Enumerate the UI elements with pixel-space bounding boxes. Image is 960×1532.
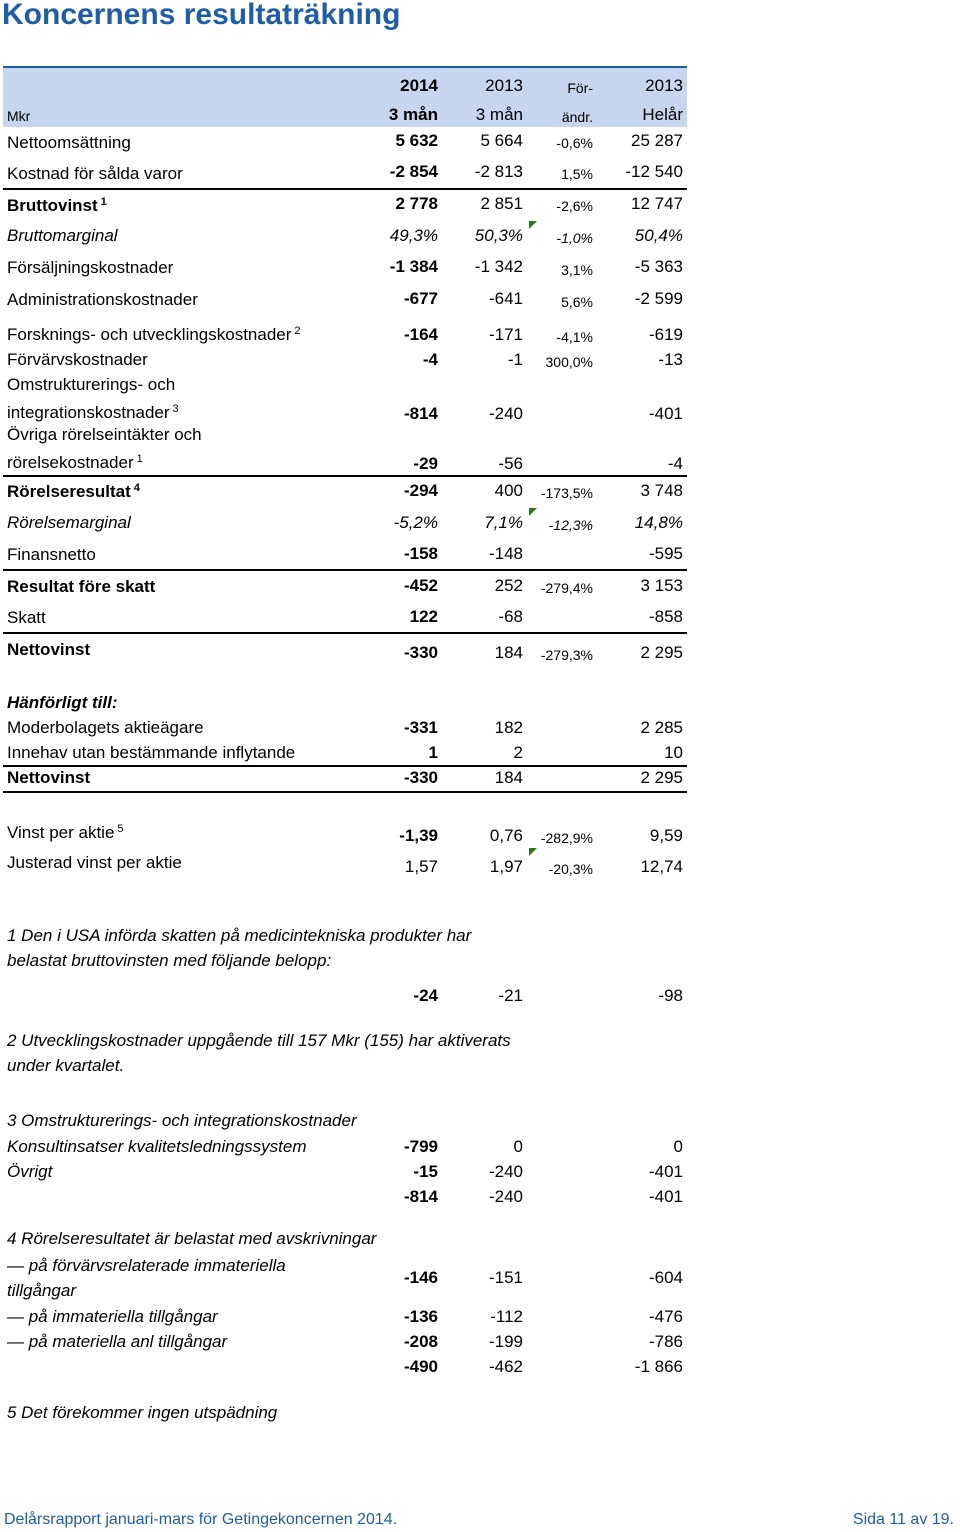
row-value-2013: -240 [488, 404, 523, 423]
row-value-full-year: 3 153 [640, 576, 683, 595]
note-value-2014: -136 [403, 1307, 438, 1326]
header-unit: Mkr [7, 108, 31, 124]
row-label-cont: rörelsekostnader $^1$ [7, 453, 143, 472]
row-value-2013: -1 342 [474, 257, 523, 276]
row-value-full-year: 9,59 [649, 826, 683, 845]
note-value-full-year: 0 [673, 1137, 683, 1156]
row-value-full-year: 2 295 [640, 768, 683, 787]
row-label: Finansnetto [7, 545, 96, 564]
note-5-text: 5 Det förekommer ingen utspädning [7, 1403, 278, 1422]
row-value-2013: 2 851 [480, 194, 523, 213]
row-change: -279,4% [540, 580, 593, 596]
row-label: Nettovinst [7, 640, 91, 659]
note-value-2013: -199 [488, 1332, 523, 1351]
row-divider [3, 188, 687, 190]
note-value-2014: -15 [413, 1162, 438, 1181]
row-value-full-year: 12,74 [640, 857, 683, 876]
row-change: -173,5% [540, 485, 593, 501]
row-value-2013: 1,97 [489, 857, 523, 876]
row-value-full-year: 2 285 [640, 718, 683, 737]
comment-marker [529, 221, 537, 229]
row-value-full-year: -2 599 [634, 289, 683, 308]
row-value-full-year: -5 363 [634, 257, 683, 276]
row-value-2014: -5,2% [393, 513, 438, 532]
header-year-2014: 2014 [400, 76, 438, 95]
row-value-2014: -164 [403, 325, 438, 344]
page-title: Koncernens resultaträkning [2, 0, 401, 31]
row-label: Innehav utan bestämmande inflytande [7, 743, 296, 762]
row-value-2013: -171 [488, 325, 523, 344]
note-value-full-year: -401 [648, 1162, 683, 1181]
row-value-2014: -452 [403, 576, 438, 595]
note-3-heading: 3 Omstrukturerings- och integrationskostnader [7, 1111, 357, 1130]
note-value-full-year: -476 [648, 1307, 683, 1326]
row-label: Övriga rörelseintäkter och [7, 425, 202, 444]
header-change-2: ändr. [561, 109, 593, 125]
comment-marker [529, 508, 537, 516]
row-label: Rörelseresultat $^4$ [7, 482, 140, 501]
row-change: -12,3% [548, 517, 593, 533]
note-label: — på immateriella tillgångar [7, 1307, 218, 1326]
row-label: Justerad vinst per aktie [7, 853, 182, 872]
row-value-2014: 1,57 [404, 857, 438, 876]
note-value-2014: -208 [403, 1332, 438, 1351]
row-value-full-year: -13 [658, 350, 683, 369]
row-label: Moderbolagets aktieägare [7, 718, 204, 737]
row-value-2014: 1 [428, 743, 438, 762]
row-divider [3, 791, 687, 793]
note-total-2014: -490 [403, 1357, 438, 1376]
row-change: 5,6% [561, 294, 593, 310]
note-label-cont: tillgångar [7, 1281, 76, 1300]
row-label: Omstrukturerings- och [7, 375, 176, 394]
row-value-2013: 5 664 [480, 131, 523, 150]
row-value-2013: 182 [494, 718, 523, 737]
row-value-full-year: 10 [664, 743, 683, 762]
note-1-text-cont: belastat bruttovinsten med följande belopp: [7, 951, 332, 970]
row-change: -2,6% [556, 198, 593, 214]
note-total-2013: -462 [488, 1357, 523, 1376]
row-value-full-year: -858 [648, 607, 683, 626]
row-value-2014: 5 632 [395, 131, 438, 150]
row-value-full-year: 2 295 [640, 643, 683, 662]
note-total-full-year: -401 [648, 1187, 683, 1206]
row-label: Nettovinst [7, 768, 91, 787]
header-period-2014: 3 mån [388, 105, 438, 124]
row-value-full-year: 50,4% [634, 226, 683, 245]
note-value-2014: -24 [413, 986, 438, 1005]
table-header-top-border [3, 66, 687, 68]
row-change: -0,6% [556, 135, 593, 151]
header-full-year: Helår [642, 105, 683, 124]
row-change: 3,1% [561, 262, 593, 278]
row-value-full-year: 3 748 [640, 481, 683, 500]
note-1-text: 1 Den i USA införda skatten på medicintekniska produkter har [7, 926, 472, 945]
row-value-2014: -677 [403, 289, 438, 308]
row-change: -4,1% [556, 329, 593, 345]
row-label: Skatt [7, 608, 46, 627]
note-2-text-cont: under kvartalet. [7, 1056, 125, 1075]
attribution-heading: Hänförligt till: [7, 693, 118, 712]
row-value-2013: -641 [488, 289, 523, 308]
note-total-2014: -814 [403, 1187, 438, 1206]
row-value-2014: -331 [403, 718, 438, 737]
row-value-2013: -56 [498, 454, 523, 473]
row-value-2013: -2 813 [474, 162, 523, 181]
row-value-2014: -330 [403, 768, 438, 787]
row-value-2014: -814 [403, 404, 438, 423]
note-value-full-year: -786 [648, 1332, 683, 1351]
row-label: Forsknings- och utvecklingskostnader $^2$ [7, 325, 301, 344]
row-value-full-year: 14,8% [634, 513, 683, 532]
row-value-full-year: -12 540 [625, 162, 683, 181]
row-label: Administrationskostnader [7, 290, 198, 309]
row-value-2014: -158 [403, 544, 438, 563]
row-value-2013: 252 [494, 576, 523, 595]
row-change: -282,9% [540, 830, 593, 846]
row-value-2013: 2 [513, 743, 523, 762]
row-value-2014: -330 [403, 643, 438, 662]
row-label: Vinst per aktie $^5$ [7, 823, 124, 842]
header-change: För- [567, 80, 593, 96]
row-change: 300,0% [545, 354, 593, 370]
note-value-2014: -799 [403, 1137, 438, 1156]
note-total-full-year: -1 866 [634, 1357, 683, 1376]
row-value-full-year: -595 [648, 544, 683, 563]
row-value-2014: -294 [403, 481, 438, 500]
row-value-full-year: -619 [648, 325, 683, 344]
header-period-2013: 3 mån [475, 105, 523, 124]
row-change: -279,3% [540, 647, 593, 663]
note-total-2013: -240 [488, 1187, 523, 1206]
comment-marker [529, 848, 537, 856]
row-label: Rörelsemarginal [7, 513, 131, 532]
row-value-2013: -148 [488, 544, 523, 563]
note-value-2013: -240 [488, 1162, 523, 1181]
row-value-full-year: -401 [648, 404, 683, 423]
note-value-full-year: -98 [658, 986, 683, 1005]
row-value-2014: -1 384 [389, 257, 438, 276]
row-value-2014: -29 [413, 454, 438, 473]
row-value-2014: 122 [409, 607, 438, 626]
row-value-2014: -2 854 [389, 162, 438, 181]
row-change: -1,0% [556, 230, 593, 246]
note-label: — på förvärvsrelaterade immateriella [7, 1256, 286, 1275]
note-value-2013: 0 [513, 1137, 523, 1156]
row-label: Förvärvskostnader [7, 350, 148, 369]
note-label: — på materiella anl tillgångar [7, 1332, 228, 1351]
row-value-2013: -68 [498, 607, 523, 626]
row-value-2013: 400 [494, 481, 523, 500]
row-label: Bruttomarginal [7, 226, 118, 245]
header-year-2013: 2013 [485, 76, 523, 95]
row-label: Resultat före skatt [7, 577, 156, 596]
row-label-cont: integrationskostnader $^3$ [7, 403, 179, 422]
note-label: Konsultinsatser kvalitetsledningssystem [7, 1137, 307, 1156]
row-value-2014: 49,3% [389, 226, 438, 245]
row-divider [3, 632, 687, 634]
row-change: 1,5% [561, 166, 593, 182]
row-value-2013: -1 [507, 350, 523, 369]
row-divider [3, 569, 687, 571]
row-value-2014: -1,39 [399, 826, 438, 845]
row-label: Kostnad för sålda varor [7, 164, 183, 183]
note-value-2013: -21 [498, 986, 523, 1005]
row-value-full-year: 12 747 [631, 194, 683, 213]
row-value-2013: 50,3% [474, 226, 523, 245]
note-value-2013: -151 [488, 1268, 523, 1287]
row-value-2014: 2 778 [395, 194, 438, 213]
note-value-full-year: -604 [648, 1268, 683, 1287]
row-label: Försäljningskostnader [7, 258, 174, 277]
footer-page-number: Sida 11 av 19. [852, 1511, 954, 1528]
row-change: -20,3% [548, 861, 593, 877]
row-value-full-year: 25 287 [631, 131, 683, 150]
row-value-2013: 184 [494, 768, 523, 787]
footer-report-name: Delårsrapport januari-mars för Getingekoncernen 2014. [4, 1511, 398, 1528]
row-label: Bruttovinst $^1$ [7, 196, 107, 215]
header-year-2013-full: 2013 [645, 76, 683, 95]
row-value-2013: 0,76 [489, 826, 523, 845]
row-value-full-year: -4 [667, 454, 683, 473]
note-2-text: 2 Utvecklingskostnader uppgående till 157 Mkr (155) har aktiverats [7, 1031, 511, 1050]
note-label: Övrigt [7, 1162, 53, 1181]
note-4-heading: 4 Rörelseresultatet är belastat med avskrivningar [7, 1229, 377, 1248]
row-divider [3, 765, 687, 767]
note-value-2013: -112 [490, 1307, 523, 1326]
row-value-2014: -4 [422, 350, 438, 369]
note-value-2014: -146 [403, 1268, 438, 1287]
row-divider [3, 475, 687, 477]
row-value-2013: 7,1% [484, 513, 523, 532]
row-value-2013: 184 [494, 643, 523, 662]
row-label: Nettoomsättning [7, 133, 131, 152]
